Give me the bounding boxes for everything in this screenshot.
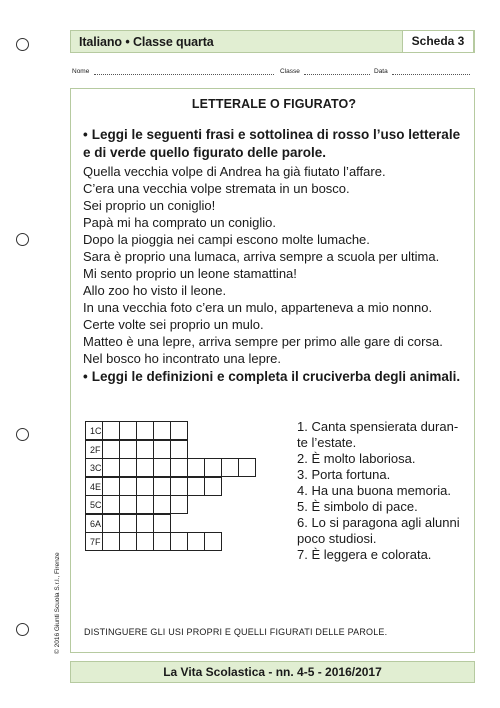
crossword-row-label: 3C xyxy=(90,463,102,473)
crossword-cell[interactable] xyxy=(153,514,171,533)
crossword-cell[interactable] xyxy=(119,421,137,440)
crossword-cell[interactable] xyxy=(221,458,239,477)
crossword-cell[interactable] xyxy=(119,477,137,496)
instruction-1 xyxy=(83,126,468,162)
learning-objective: DISTINGUERE GLI USI PROPRI E QUELLI FIGURATI DELLE PAROLE. xyxy=(84,627,388,637)
crossword-label-cell xyxy=(85,532,103,551)
crossword-cell[interactable] xyxy=(204,477,222,496)
crossword-cell[interactable] xyxy=(102,458,120,477)
header-title: Italiano • Classe quarta xyxy=(79,35,214,49)
crossword-cell[interactable] xyxy=(136,477,154,496)
crossword-cell[interactable] xyxy=(102,477,120,496)
crossword-cell[interactable] xyxy=(136,421,154,440)
definition-line: 6. Lo si paragona agli alunni xyxy=(297,515,460,530)
crossword-cell[interactable] xyxy=(136,440,154,459)
crossword-cell[interactable] xyxy=(170,495,188,514)
data-line[interactable] xyxy=(392,74,470,75)
sentence: Sei proprio un coniglio! xyxy=(83,198,216,213)
crossword-cell[interactable] xyxy=(153,440,171,459)
crossword-cell[interactable] xyxy=(153,421,171,440)
binder-hole-lower-middle xyxy=(16,428,29,441)
definition-line: 7. È leggera e colorata. xyxy=(297,547,432,562)
crossword-cell[interactable] xyxy=(119,440,137,459)
crossword-cell[interactable] xyxy=(102,514,120,533)
crossword-label-cell xyxy=(85,458,103,477)
crossword-cell[interactable] xyxy=(187,532,205,551)
definition-line: 5. È simbolo di pace. xyxy=(297,499,418,514)
sentence: Dopo la pioggia nei campi escono molte lumache. xyxy=(83,232,370,247)
crossword-cell[interactable] xyxy=(102,495,120,514)
crossword-cell[interactable] xyxy=(170,458,188,477)
classe-label: Classe xyxy=(280,68,300,75)
crossword-row-label: 6A xyxy=(90,518,102,529)
sentence: Allo zoo ho visto il leone. xyxy=(83,283,227,298)
crossword-label-cell xyxy=(85,440,103,459)
crossword-cell[interactable] xyxy=(119,495,137,514)
crossword-cell[interactable] xyxy=(153,495,171,514)
nome-line[interactable] xyxy=(94,74,274,75)
crossword-cell[interactable] xyxy=(204,458,222,477)
crossword-cell[interactable] xyxy=(204,532,222,551)
crossword-row-label: 1C xyxy=(90,426,102,436)
data-label: Data xyxy=(374,68,388,75)
instruction-2 xyxy=(83,368,468,386)
crossword-row-label: 4E xyxy=(90,481,102,492)
bullet-2: • xyxy=(83,369,88,384)
crossword-cell[interactable] xyxy=(136,495,154,514)
sentence: Mi sento proprio un leone stamattina! xyxy=(83,266,297,281)
crossword-cell[interactable] xyxy=(187,477,205,496)
definition-line: poco studiosi. xyxy=(297,531,377,546)
definition-line: 1. Canta spensierata duran- xyxy=(297,419,459,434)
sentence: Sara è proprio una lumaca, arriva sempre a scuola per ultima. xyxy=(83,249,440,264)
sentence: Matteo è una lepre, arriva sempre per primo alle gare di corsa. xyxy=(83,334,443,349)
crossword-cell[interactable] xyxy=(119,458,137,477)
crossword-cell[interactable] xyxy=(102,440,120,459)
definition-line: 3. Porta fortuna. xyxy=(297,467,391,482)
crossword-cell[interactable] xyxy=(136,458,154,477)
sentence: C’era una vecchia volpe stremata in un bosco. xyxy=(83,181,350,196)
classe-line[interactable] xyxy=(304,74,370,75)
crossword-label-cell xyxy=(85,421,103,440)
definition-line: 2. È molto laboriosa. xyxy=(297,451,416,466)
crossword-label-cell xyxy=(85,477,103,496)
sentence: Nel bosco ho incontrato una lepre. xyxy=(83,351,282,366)
student-fields xyxy=(72,68,472,80)
sentence: Quella vecchia volpe di Andrea ha già fiutato l’affare. xyxy=(83,164,386,179)
header-bar xyxy=(70,30,475,53)
crossword-cell[interactable] xyxy=(153,458,171,477)
crossword-cell[interactable] xyxy=(170,440,188,459)
nome-label: Nome xyxy=(72,68,90,75)
crossword-cell[interactable] xyxy=(170,421,188,440)
crossword-cell[interactable] xyxy=(119,514,137,533)
definition-line: te l’estate. xyxy=(297,435,357,450)
crossword-cell[interactable] xyxy=(170,532,188,551)
worksheet-title: LETTERALE O FIGURATO? xyxy=(191,97,357,111)
crossword-cell[interactable] xyxy=(119,532,137,551)
crossword-label-cell xyxy=(85,514,103,533)
crossword-cell[interactable] xyxy=(153,477,171,496)
definition-line: 4. Ha una buona memoria. xyxy=(297,483,451,498)
crossword-cell[interactable] xyxy=(187,458,205,477)
crossword-cell[interactable] xyxy=(136,532,154,551)
sentence-list xyxy=(83,163,468,367)
crossword-row-label: 2F xyxy=(90,444,101,455)
crossword-row-label: 5C xyxy=(90,500,102,510)
crossword-cell[interactable] xyxy=(136,514,154,533)
crossword-cell[interactable] xyxy=(153,532,171,551)
definitions-list xyxy=(297,419,477,563)
copyright-notice: © 2016 Giunti Scuola S.r.l., Firenze xyxy=(54,552,61,654)
crossword-cell[interactable] xyxy=(238,458,256,477)
footer-bar: La Vita Scolastica - nn. 4-5 - 2016/2017 xyxy=(70,661,475,683)
crossword-cell[interactable] xyxy=(102,421,120,440)
crossword-cell[interactable] xyxy=(170,477,188,496)
binder-hole-top xyxy=(16,38,29,51)
crossword-label-cell xyxy=(85,495,103,514)
binder-hole-bottom xyxy=(16,623,29,636)
crossword-row-label: 7F xyxy=(90,537,101,547)
scheda-badge: Scheda 3 xyxy=(402,30,474,53)
sentence: In una vecchia foto c’era un mulo, apparteneva a mio nonno. xyxy=(83,300,433,315)
sentence: Certe volte sei proprio un mulo. xyxy=(83,317,264,332)
crossword-cell[interactable] xyxy=(102,532,120,551)
instruction-2-text: Leggi le definizioni e completa il cruciverba degli animali. xyxy=(91,369,461,384)
binder-hole-upper-middle xyxy=(16,233,29,246)
sentence: Papà mi ha comprato un coniglio. xyxy=(83,215,276,230)
bullet-1: • xyxy=(83,127,88,142)
instruction-1-text: Leggi le seguenti frasi e sottolinea di rosso l’uso letterale e di verde quello figurato delle parole. xyxy=(83,127,461,160)
